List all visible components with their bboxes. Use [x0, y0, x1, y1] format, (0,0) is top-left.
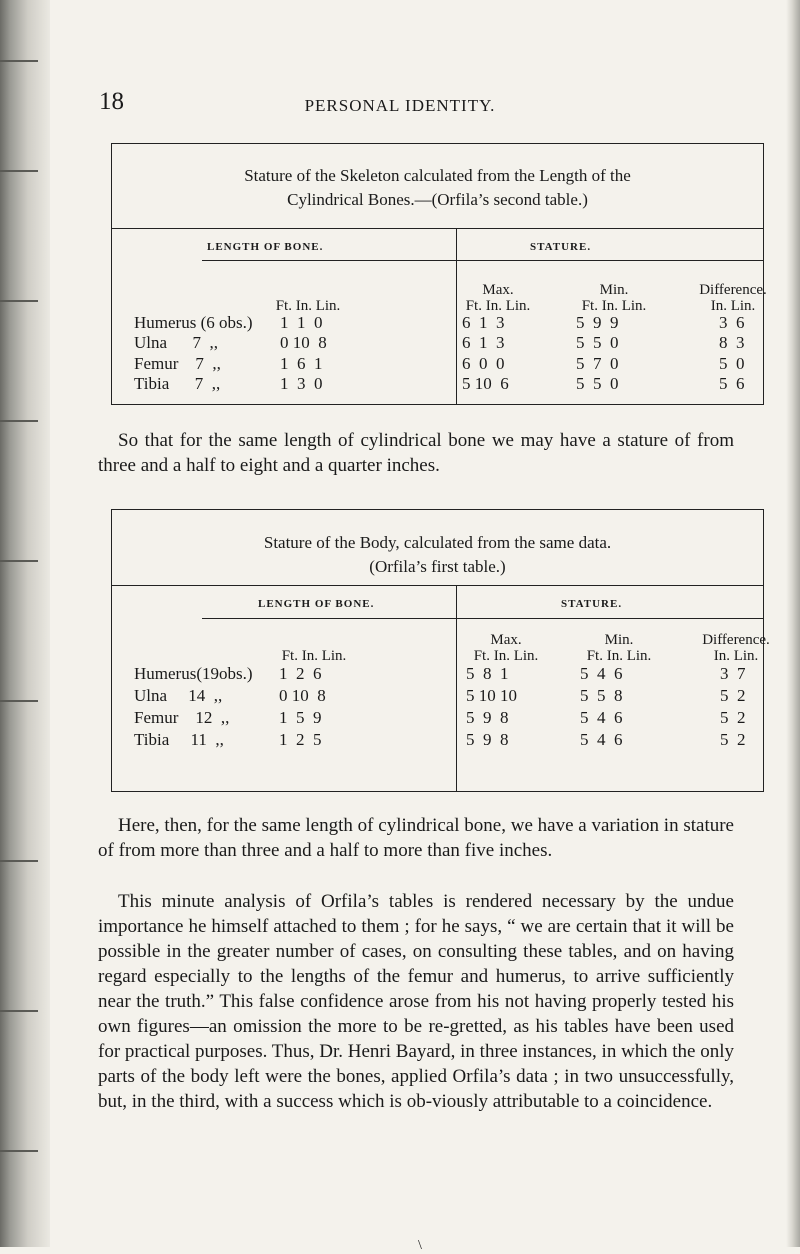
table-caption-line: Stature of the Skeleton calculated from the Length of the — [244, 166, 631, 185]
table-row: Femur 7 ,, 1 6 1 6 0 0 5 7 0 5 0 — [134, 354, 745, 373]
paragraph: So that for the same length of cylindrical bone we may have a stature of from three and a half to eight and a quarter inches. — [98, 430, 734, 476]
paragraph: This minute analysis of Orfila’s tables is rendered necessary by the undue importance he himself attached to them ; for he says, “ we are certain that it will be possible in the greater number of cases, on consulting these tables, and on having regard especially to the lengths of the femur and humerus, to arrive sufficiently near the truth.” This false confidence arose from his not having properly tested his own figures—an omission the more to be re-gretted, as his tables have been used for practical purposes. Thus, Dr. Henri Bayard, in three instances, in which the only parts of the body left were the bones, applied Orfila’s data ; in two unsuccessfully, but, in the third, with a success which is ob-viously attributable to a coincidence. — [98, 891, 734, 1112]
col-header-difference: Difference. In. Lin. — [702, 632, 770, 664]
skeleton-stature-table — [111, 143, 767, 405]
table-caption-line: (Orfila’s first table.) — [369, 557, 506, 576]
col-header-max: Max. Ft. In. Lin. — [473, 632, 539, 664]
group-header-stature: STATURE. — [530, 241, 592, 253]
paragraph: Here, then, for the same length of cylindrical bone, we have a variation in stature of from more than three and a half to more than five inches. — [98, 815, 734, 861]
table-row: Femur 12 ,, 1 5 9 5 9 8 5 4 6 5 2 — [134, 708, 746, 727]
table-row: Ulna 7 ,, 0 10 8 6 1 3 5 5 0 8 3 — [134, 333, 745, 352]
col-header-difference: Difference. In. Lin. — [699, 282, 767, 314]
table-row: Tibia 7 ,, 1 3 0 5 10 6 5 5 0 5 6 — [134, 374, 745, 393]
table-caption-line: Stature of the Body, calculated from the same data. — [263, 533, 612, 552]
col-header-min: Min. Ft. In. Lin. — [586, 632, 652, 664]
table-row: Tibia 11 ,, 1 2 5 5 9 8 5 4 6 5 2 — [134, 730, 746, 749]
group-header-length: LENGTH OF BONE. — [207, 241, 324, 253]
col-header-length: Ft. In. Lin. — [281, 648, 347, 664]
stray-mark: \ — [418, 1238, 422, 1253]
col-header-min: Min. Ft. In. Lin. — [581, 282, 647, 314]
table-row: Humerus (6 obs.) 1 1 0 6 1 3 5 9 9 3 6 — [134, 313, 745, 332]
running-head: PERSONAL IDENTITY. — [304, 96, 496, 115]
page-number: 18 — [99, 88, 124, 115]
table-row: Ulna 14 ,, 0 10 8 5 10 10 5 5 8 5 2 — [134, 686, 746, 705]
col-header-length: Ft. In. Lin. — [275, 298, 341, 314]
table-caption-line: Cylindrical Bones.—(Orfila’s second table.) — [287, 190, 588, 209]
page-edge-shadow — [786, 0, 800, 1247]
col-header-max: Max. Ft. In. Lin. — [465, 282, 531, 314]
group-header-stature: STATURE. — [561, 598, 623, 610]
table-row: Humerus(19obs.) 1 2 6 5 8 1 5 4 6 3 7 — [134, 664, 746, 683]
group-header-length: LENGTH OF BONE. — [258, 598, 375, 610]
body-stature-table — [111, 509, 770, 792]
page-gutter-shadow — [0, 0, 50, 1247]
